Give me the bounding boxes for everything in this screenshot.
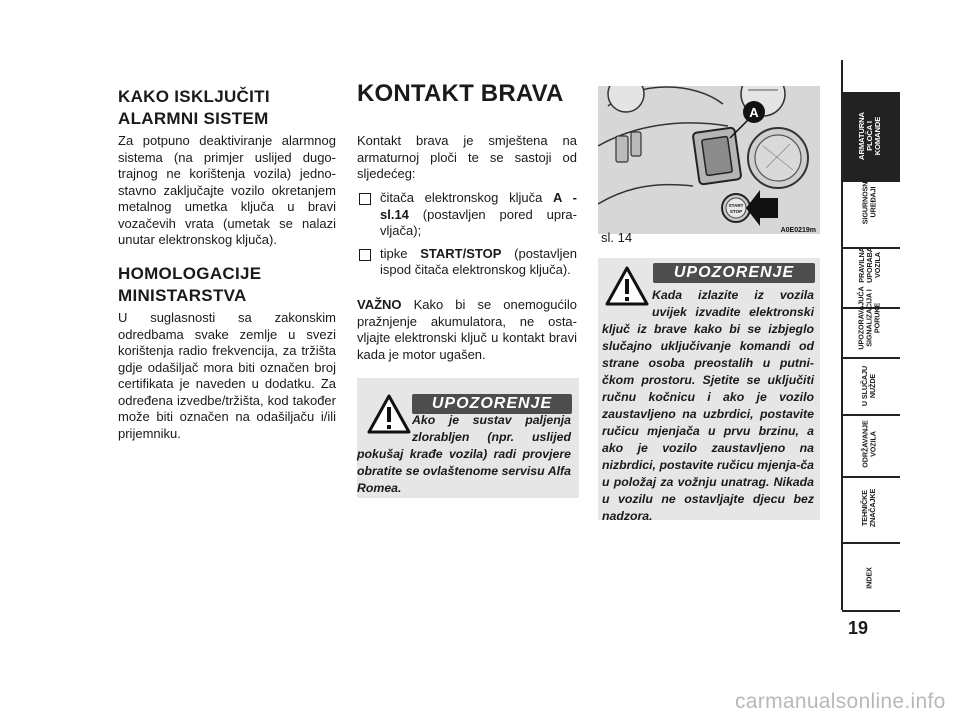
important-label: VAŽNO xyxy=(357,297,402,312)
tab-divider xyxy=(842,610,900,612)
figure-caption: sl. 14 xyxy=(601,230,633,245)
important-note: VAŽNO Kako bi se onemogućilo pražnjenje akumulatora, ne osta-vljajte elektronski ključ u kontakt bravi kada je motor ugašen. xyxy=(357,297,577,362)
heading-line: HOMOLOGACIJE xyxy=(118,264,262,283)
warning-banner: UPOZORENJE xyxy=(653,263,815,283)
bullet-square-icon xyxy=(359,193,371,205)
page-number: 19 xyxy=(848,618,869,638)
list-item-text: tipke START/STOP (postavljen ispod čitača elektronskog ključa). xyxy=(380,245,578,277)
alarm-paragraph: Za potpuno deaktiviranje alarmnog sistema (na primjer uslijed dugo-trajnog ne korištenja vozila) jedno-stavno zaključajte vozilo okretanjem metalnog umetka ključa u bravi vozačevih vrata (umetak se nalazi unutar elektronskog ključa). xyxy=(118,133,336,247)
callout-a-label: A xyxy=(749,105,759,120)
section-heading-homologation xyxy=(118,263,348,307)
component-list xyxy=(357,190,577,279)
warning-box-ignition xyxy=(357,378,579,498)
start-stop-label: START xyxy=(728,203,744,208)
heading-line: KAKO ISKLJUČITI xyxy=(118,87,270,106)
tab-sigurnosni-uredaji[interactable]: SIGURNOSNI UREĐAJI xyxy=(860,179,878,225)
tab-u-slucaju-nuzde[interactable]: U SLUČAJU NUŽDE xyxy=(860,365,878,407)
warning-text-key: Kada izlazite iz vozila uvijek izvadite elektronski ključ iz brave kako bi se izbjeglo slučajno uključivanje komandi od strane osoba preostalih u putni-čkom prostoru. Sjetite se uključiti ručnu kočnicu i ako je vozilo zaustavljeno na uzbrdici, postavite ručicu mjenjača u prvu brzinu, a ako je vozilo zaustavljeno na nizbrdici, postavite ručicu mjenja-ča u položaj za vožnju unatrag. Nikada u vozilu ne ostavljajte djecu bez nadzora. xyxy=(602,288,814,523)
tab-divider xyxy=(842,542,900,544)
figure-code: A0E0219m xyxy=(780,227,816,234)
intro-paragraph: Kontakt brava je smještena na armaturnoj ploči te se sastoji od sljedećeg: xyxy=(357,133,577,181)
homologation-paragraph: U suglasnosti sa zakonskim odredbama svake zemlje u svezi korištenja radio frekvencija, za tržišta gdje odašiljač mora biti označen broj certifikata je naveden u dodatku. Za određena izvedbe/tržišta, kod također može biti označen na odašiljaču i/ili prijemniku. xyxy=(118,310,336,441)
figure-ignition-reader xyxy=(598,86,820,234)
tab-upozoravajuca-signalizacija[interactable]: UPOZORAVAJUĆA SIGNALIZACIJA I PORUKE xyxy=(856,286,882,350)
watermark: carmanualsonline.info xyxy=(735,690,946,713)
dashboard-illustration xyxy=(598,86,820,234)
list-item-text: čitača elektronskog ključa A - sl.14 (postavljen pored upra-vljača); xyxy=(380,190,577,238)
page-title: KONTAKT BRAVA xyxy=(357,80,564,107)
svg-text:STOP: STOP xyxy=(729,209,743,214)
list-item xyxy=(357,246,577,279)
tab-tehnicke-znacajke[interactable]: TEHNIČKE ZNAČAJKE xyxy=(860,488,878,528)
warning-text-ignition: Ako je sustav paljenja zlorabljen (npr. uslijed pokušaj krađe vozila) radi provjere obratite se ovlaštenome servisu Alfa Romea. xyxy=(357,413,571,495)
list-item xyxy=(357,190,577,240)
section-heading-alarm xyxy=(118,86,348,130)
heading-line: MINISTARSTVA xyxy=(118,286,247,305)
heading-line: ALARMNI SISTEM xyxy=(118,109,269,128)
tab-odrzavanje-vozila[interactable]: ODRŽAVANJE VOZILA xyxy=(860,420,878,468)
bullet-square-icon xyxy=(359,249,371,261)
warning-box-key xyxy=(598,258,820,523)
tab-pravilna-uporaba[interactable]: PRAVILNA UPORABA VOZILA xyxy=(856,247,882,283)
tab-armaturna-ploca[interactable]: ARMATURNA PLOČA I KOMANDE xyxy=(856,112,882,160)
warning-banner: UPOZORENJE xyxy=(412,394,572,414)
tab-index[interactable]: INDEX xyxy=(864,567,874,589)
